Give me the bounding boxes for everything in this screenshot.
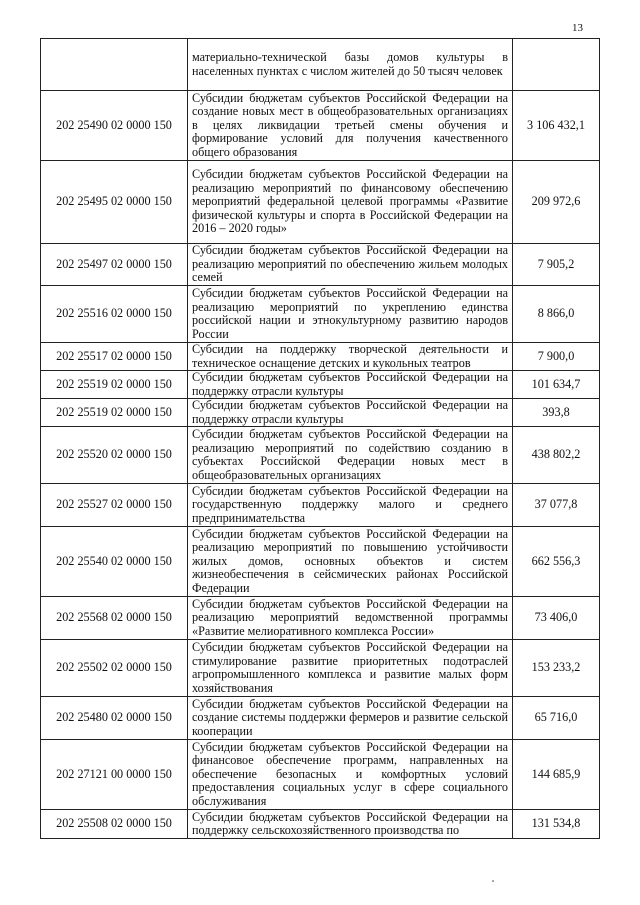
budget-code-cell: 202 25502 02 0000 150 <box>41 640 188 697</box>
description-cell: Субсидии бюджетам субъектов Российской Федерации на поддержку отрасли культуры <box>188 371 513 399</box>
description-cell: Субсидии бюджетам субъектов Российской Федерации на реализацию мероприятий по финансовому обеспечению мероприятий федеральной целевой программы «Развитие физической культуры и спорта в Российской Федерации на 2016 – 2020 годы» <box>188 161 513 244</box>
scan-speck <box>492 880 494 882</box>
budget-code-cell <box>41 39 188 91</box>
description-cell: Субсидии бюджетам субъектов Российской Федерации на реализацию мероприятий по содействию созданию в субъектах Российской Федерации новых мест в общеобразовательных организациях <box>188 427 513 484</box>
description-cell: Субсидии бюджетам субъектов Российской Федерации на поддержку сельскохозяйственного производства по <box>188 810 513 839</box>
budget-code-cell: 202 25497 02 0000 150 <box>41 244 188 286</box>
description-cell: Субсидии бюджетам субъектов Российской Федерации на поддержку отрасли культуры <box>188 399 513 427</box>
amount-cell: 153 233,2 <box>513 640 600 697</box>
budget-code-cell: 202 25519 02 0000 150 <box>41 399 188 427</box>
description-cell: материально-технической базы домов культуры в населенных пунктах с числом жителей до 50 тысяч человек <box>188 39 513 91</box>
table-row <box>41 697 600 740</box>
budget-table <box>40 38 600 839</box>
table-row <box>41 484 600 527</box>
description-cell: Субсидии бюджетам субъектов Российской Федерации на государственную поддержку малого и среднего предпринимательства <box>188 484 513 527</box>
budget-code-cell: 202 25490 02 0000 150 <box>41 91 188 161</box>
amount-cell <box>513 39 600 91</box>
table-row <box>41 161 600 244</box>
description-cell: Субсидии бюджетам субъектов Российской Федерации на реализацию мероприятий ведомственной программы «Развитие мелиоративного комплекса России» <box>188 597 513 640</box>
amount-cell: 65 716,0 <box>513 697 600 740</box>
amount-cell: 662 556,3 <box>513 527 600 597</box>
table-body <box>41 39 600 839</box>
budget-code-cell: 202 25527 02 0000 150 <box>41 484 188 527</box>
table-row <box>41 371 600 399</box>
amount-cell: 438 802,2 <box>513 427 600 484</box>
budget-code-cell: 202 25495 02 0000 150 <box>41 161 188 244</box>
budget-code-cell: 202 25540 02 0000 150 <box>41 527 188 597</box>
amount-cell: 73 406,0 <box>513 597 600 640</box>
description-cell: Субсидии бюджетам субъектов Российской Федерации на реализацию мероприятий по обеспечению жильем молодых семей <box>188 244 513 286</box>
table-row <box>41 343 600 371</box>
table-row <box>41 597 600 640</box>
description-cell: Субсидии на поддержку творческой деятельности и техническое оснащение детских и кукольных театров <box>188 343 513 371</box>
table-row <box>41 39 600 91</box>
amount-cell: 7 900,0 <box>513 343 600 371</box>
amount-cell: 209 972,6 <box>513 161 600 244</box>
table-row <box>41 740 600 810</box>
table-row <box>41 286 600 343</box>
amount-cell: 3 106 432,1 <box>513 91 600 161</box>
description-cell: Субсидии бюджетам субъектов Российской Федерации на создание новых мест в общеобразовательных организациях в целях ликвидации третьей смены обучения и формирование условий для получения качественного общего образования <box>188 91 513 161</box>
table-row <box>41 527 600 597</box>
budget-code-cell: 202 27121 00 0000 150 <box>41 740 188 810</box>
budget-code-cell: 202 25520 02 0000 150 <box>41 427 188 484</box>
page-number: 13 <box>572 22 583 34</box>
description-cell: Субсидии бюджетам субъектов Российской Федерации на реализацию мероприятий по повышению устойчивости жилых домов, основных объектов и систем жизнеобеспечения в сейсмических районах Российской Федерации <box>188 527 513 597</box>
table-row <box>41 810 600 839</box>
amount-cell: 7 905,2 <box>513 244 600 286</box>
description-cell: Субсидии бюджетам субъектов Российской Федерации на реализацию мероприятий по укреплению единства российской нации и этнокультурному развитию народов России <box>188 286 513 343</box>
description-cell: Субсидии бюджетам субъектов Российской Федерации на стимулирование развитие приоритетных подотраслей агропромышленного комплекса и развитие малых форм хозяйствования <box>188 640 513 697</box>
table-row <box>41 91 600 161</box>
budget-code-cell: 202 25568 02 0000 150 <box>41 597 188 640</box>
amount-cell: 101 634,7 <box>513 371 600 399</box>
table-row <box>41 640 600 697</box>
budget-code-cell: 202 25517 02 0000 150 <box>41 343 188 371</box>
table-row <box>41 399 600 427</box>
description-cell: Субсидии бюджетам субъектов Российской Федерации на финансовое обеспечение программ, направленных на обеспечение безопасных и комфортных условий предоставления социальных услуг в сфере социального обслуживания <box>188 740 513 810</box>
budget-code-cell: 202 25508 02 0000 150 <box>41 810 188 839</box>
table-row <box>41 244 600 286</box>
description-cell: Субсидии бюджетам субъектов Российской Федерации на создание системы поддержки фермеров и развитие сельской кооперации <box>188 697 513 740</box>
amount-cell: 131 534,8 <box>513 810 600 839</box>
amount-cell: 144 685,9 <box>513 740 600 810</box>
budget-code-cell: 202 25519 02 0000 150 <box>41 371 188 399</box>
budget-code-cell: 202 25480 02 0000 150 <box>41 697 188 740</box>
amount-cell: 393,8 <box>513 399 600 427</box>
table-row <box>41 427 600 484</box>
amount-cell: 8 866,0 <box>513 286 600 343</box>
amount-cell: 37 077,8 <box>513 484 600 527</box>
budget-code-cell: 202 25516 02 0000 150 <box>41 286 188 343</box>
